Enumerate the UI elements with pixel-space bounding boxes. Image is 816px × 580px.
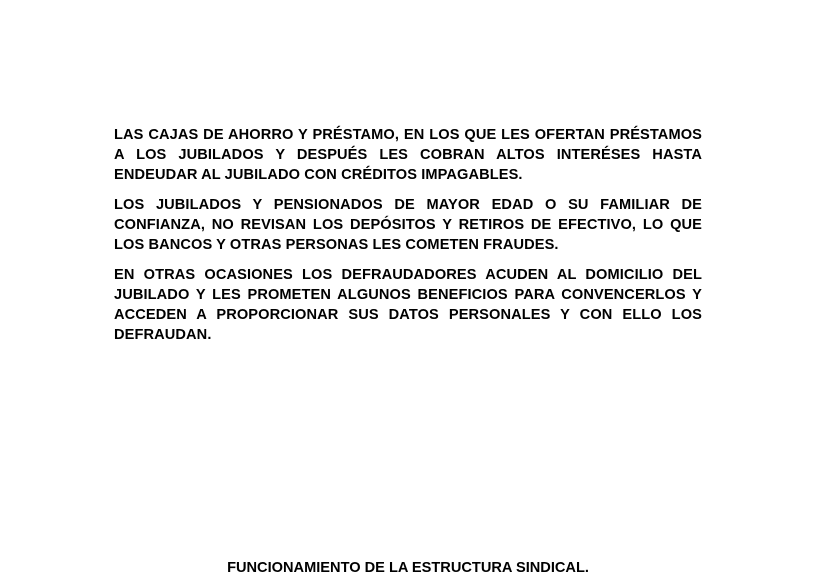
document-body [114, 125, 702, 355]
section-heading: FUNCIONAMIENTO DE LA ESTRUCTURA SINDICAL. [227, 560, 589, 576]
paragraph-cajas-ahorro: LAS CAJAS DE AHORRO Y PRÉSTAMO, EN LOS QUE LES OFERTAN PRÉSTAMOS A LOS JUBILADOS Y DESPUÉS LES COBRAN ALTOS INTERÉSES HASTA ENDEUDAR AL JUBILADO CON CRÉDITOS IMPAGABLES. [114, 127, 702, 183]
paragraph-jubilados-pensionados: LOS JUBILADOS Y PENSIONADOS DE MAYOR EDAD O SU FAMILIAR DE CONFIANZA, NO REVISAN LOS DEPÓSITOS Y RETIROS DE EFECTIVO, LO QUE LOS BANCOS Y OTRAS PERSONAS LES COMETEN FRAUDES. [114, 197, 702, 253]
paragraph-defraudadores: EN OTRAS OCASIONES LOS DEFRAUDADORES ACUDEN AL DOMICILIO DEL JUBILADO Y LES PROMETEN ALGUNOS BENEFICIOS PARA CONVENCERLOS Y ACCEDEN A PROPORCIONAR SUS DATOS PERSONALES Y CON ELLO LOS DEFRAUDAN. [114, 267, 702, 343]
